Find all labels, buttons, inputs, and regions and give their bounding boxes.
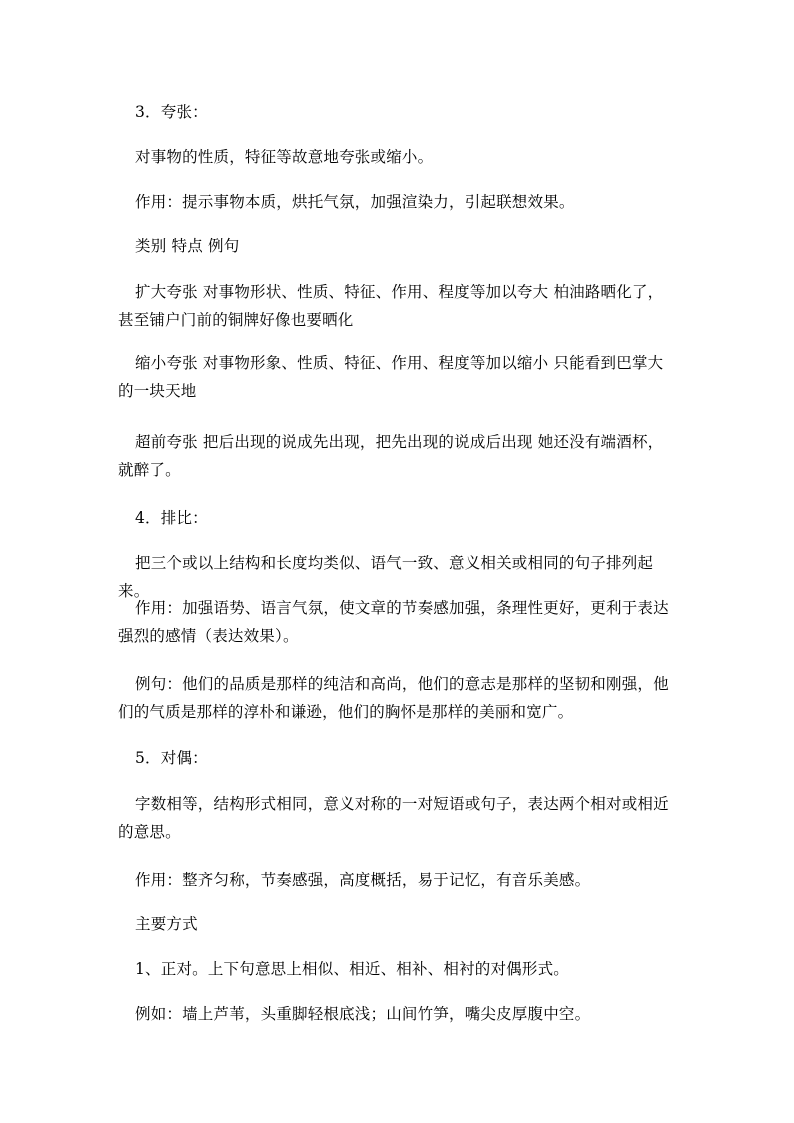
hyperbole-enlarge: 扩大夸张 对事物形状、性质、特征、作用、程度等加以夸大 柏油路晒化了，甚至铺户门前的铜牌好像也要晒化 (118, 283, 664, 329)
hyperbole-function: 作用：提示事物本质，烘托气氛，加强渲染力，引起联想效果。 (135, 193, 575, 211)
heading-antithesis: 5．对偶： (135, 749, 208, 767)
heading-hyperbole: 3．夸张： (135, 103, 208, 121)
hyperbole-table-header: 类别 特点 例句 (135, 237, 240, 255)
heading-parallelism: 4．排比： (135, 509, 208, 527)
parallelism-example: 例句：他们的品质是那样的纯洁和高尚，他们的意志是那样的坚韧和刚强，他们的气质是那样的淳朴和谦逊，他们的胸怀是那样的美丽和宽广。 (118, 675, 669, 721)
antithesis-example: 例如：墙上芦苇，头重脚轻根底浅；山间竹笋，嘴尖皮厚腹中空。 (135, 1005, 591, 1023)
parallelism-function: 作用：加强语势、语言气氛，使文章的节奏感加强，条理性更好，更利于表达强烈的感情（表达效果）。 (118, 599, 669, 645)
parallelism-definition: 把三个或以上结构和长度均类似、语气一致、意义相关或相同的句子排列起来。 (118, 554, 654, 600)
antithesis-methods-title: 主要方式 (135, 915, 198, 933)
hyperbole-shrink: 缩小夸张 对事物形象、性质、特征、作用、程度等加以缩小 只能看到巴掌大的一块天地 (118, 354, 664, 400)
hyperbole-definition: 对事物的性质，特征等故意地夸张或缩小。 (135, 148, 434, 166)
antithesis-method-1: 1、正对。上下句意思上相似、相近、相补、相衬的对偶形式。 (135, 960, 569, 978)
hyperbole-advance: 超前夸张 把后出现的说成先出现，把先出现的说成后出现 她还没有端酒杯，就醉了。 (118, 433, 664, 479)
antithesis-definition: 字数相等，结构形式相同，意义对称的一对短语或句子，表达两个相对或相近的意思。 (118, 795, 669, 841)
antithesis-function: 作用：整齐匀称，节奏感强，高度概括，易于记忆，有音乐美感。 (135, 871, 591, 889)
